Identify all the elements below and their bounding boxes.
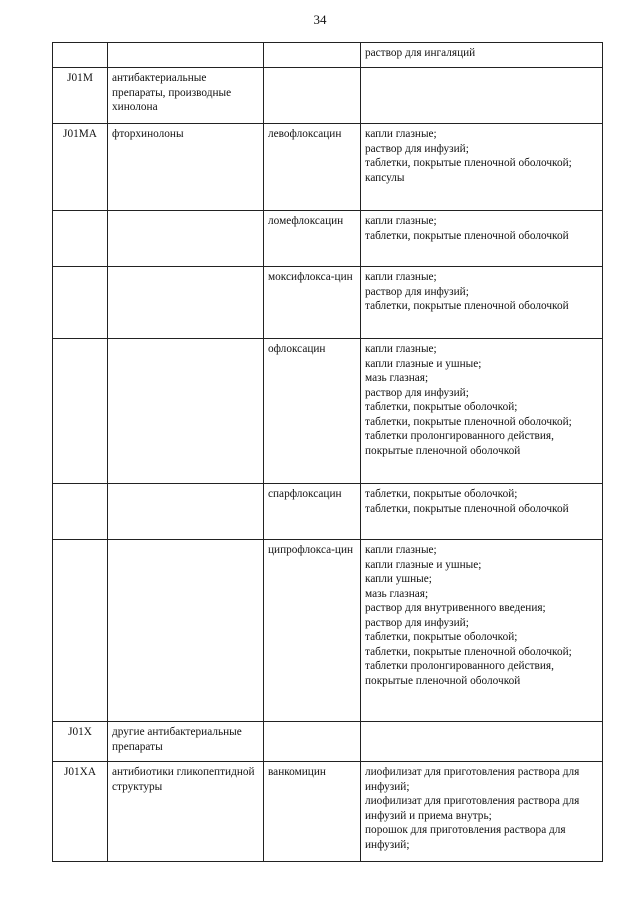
dosage-form-line: порошок для приготовления раствора для инфузий;	[365, 824, 566, 851]
dosage-form-line: капсулы	[365, 171, 405, 184]
dosage-form-line: таблетки, покрытые пленочной оболочкой;	[365, 157, 572, 169]
atc-code-cell	[53, 267, 108, 339]
dosage-form-cell	[361, 540, 603, 722]
dosage-form-line: таблетки, покрытые пленочной оболочкой;	[365, 415, 572, 428]
dosage-form-line: таблетки, покрытые оболочкой;	[365, 631, 518, 643]
group-cell	[108, 43, 264, 68]
group-cell	[108, 339, 264, 484]
dosage-form-line: капли глазные;	[365, 215, 437, 227]
dosage-form-line: капли глазные и ушные;	[365, 357, 482, 370]
group-cell	[108, 267, 264, 339]
atc-code-cell	[53, 484, 108, 540]
atc-code-cell: J01MA	[53, 124, 108, 211]
dosage-form-line: капли глазные;	[365, 544, 437, 556]
table-row	[53, 722, 603, 762]
group-cell: другие антибактериальные препараты	[108, 722, 264, 762]
dosage-form-cell	[361, 722, 603, 762]
atc-code-cell	[53, 540, 108, 722]
group-cell: антибактериальные препараты, производные хинолона	[108, 68, 264, 124]
atc-code-cell: J01X	[53, 722, 108, 762]
drug-cell: моксифлокса-цин	[264, 267, 361, 339]
dosage-form-line: раствор для инфузий;	[365, 142, 469, 155]
drug-cell: левофлоксацин	[264, 124, 361, 211]
dosage-form-line: раствор для инфузий;	[365, 616, 469, 629]
dosage-form-line: лиофилизат для приготовления раствора для инфузий;	[365, 766, 580, 793]
dosage-form-line: капли глазные;	[365, 128, 437, 140]
table-row	[53, 267, 603, 339]
dosage-form-line: мазь глазная;	[365, 372, 429, 384]
dosage-form-line: таблетки, покрытые оболочкой;	[365, 488, 518, 500]
dosage-form-line: капли глазные;	[365, 343, 437, 355]
dosage-form-cell	[361, 124, 603, 211]
table-row	[53, 540, 603, 722]
table-row	[53, 211, 603, 267]
table-row	[53, 762, 603, 862]
dosage-form-line: таблетки, покрытые пленочной оболочкой	[365, 300, 569, 312]
drug-cell: ломефлоксацин	[264, 211, 361, 267]
dosage-form-cell	[361, 339, 603, 484]
dosage-form-line: раствор для внутривенного введения;	[365, 602, 546, 614]
dosage-form-cell	[361, 43, 603, 68]
group-cell	[108, 484, 264, 540]
dosage-form-line: капли ушные;	[365, 573, 432, 585]
dosage-form-line: раствор для ингаляций	[365, 47, 476, 59]
drug-cell	[264, 722, 361, 762]
page-number: 34	[313, 12, 327, 27]
dosage-form-line: лиофилизат для приготовления раствора для инфузий и приема внутрь;	[365, 795, 580, 822]
group-cell: фторхинолоны	[108, 124, 264, 211]
dosage-form-line: таблетки, покрытые пленочной оболочкой;	[365, 645, 572, 658]
dosage-form-line: таблетки, покрытые пленочной оболочкой	[365, 229, 569, 242]
table-row	[53, 484, 603, 540]
dosage-form-cell	[361, 211, 603, 267]
drug-cell: ванкомицин	[264, 762, 361, 862]
dosage-form-line: раствор для инфузий;	[365, 386, 469, 399]
atc-code-cell: J01M	[53, 68, 108, 124]
drug-table	[52, 42, 603, 862]
dosage-form-line: таблетки пролонгированного действия, покрытые пленочной оболочкой	[365, 430, 554, 457]
group-cell: антибиотики гликопептидной структуры	[108, 762, 264, 862]
group-cell	[108, 211, 264, 267]
atc-code-cell	[53, 211, 108, 267]
atc-code-cell	[53, 339, 108, 484]
table-row	[53, 68, 603, 124]
atc-code-cell	[53, 43, 108, 68]
dosage-form-cell	[361, 762, 603, 862]
dosage-form-cell	[361, 267, 603, 339]
dosage-form-line: таблетки, покрытые оболочкой;	[365, 401, 518, 413]
atc-code-cell: J01XA	[53, 762, 108, 862]
drug-cell	[264, 68, 361, 124]
dosage-form-line: таблетки пролонгированного действия, покрытые пленочной оболочкой	[365, 660, 554, 687]
dosage-form-line: раствор для инфузий;	[365, 285, 469, 298]
drug-cell: спарфлоксацин	[264, 484, 361, 540]
group-cell	[108, 540, 264, 722]
drug-cell: ципрофлокса-цин	[264, 540, 361, 722]
table-row	[53, 124, 603, 211]
table-row	[53, 339, 603, 484]
drug-cell	[264, 43, 361, 68]
dosage-form-cell	[361, 484, 603, 540]
dosage-form-cell	[361, 68, 603, 124]
table-row	[53, 43, 603, 68]
dosage-form-line: капли глазные и ушные;	[365, 558, 482, 571]
dosage-form-line: капли глазные;	[365, 271, 437, 283]
dosage-form-line: таблетки, покрытые пленочной оболочкой	[365, 502, 569, 515]
dosage-form-line: мазь глазная;	[365, 587, 429, 600]
drug-cell: офлоксацин	[264, 339, 361, 484]
